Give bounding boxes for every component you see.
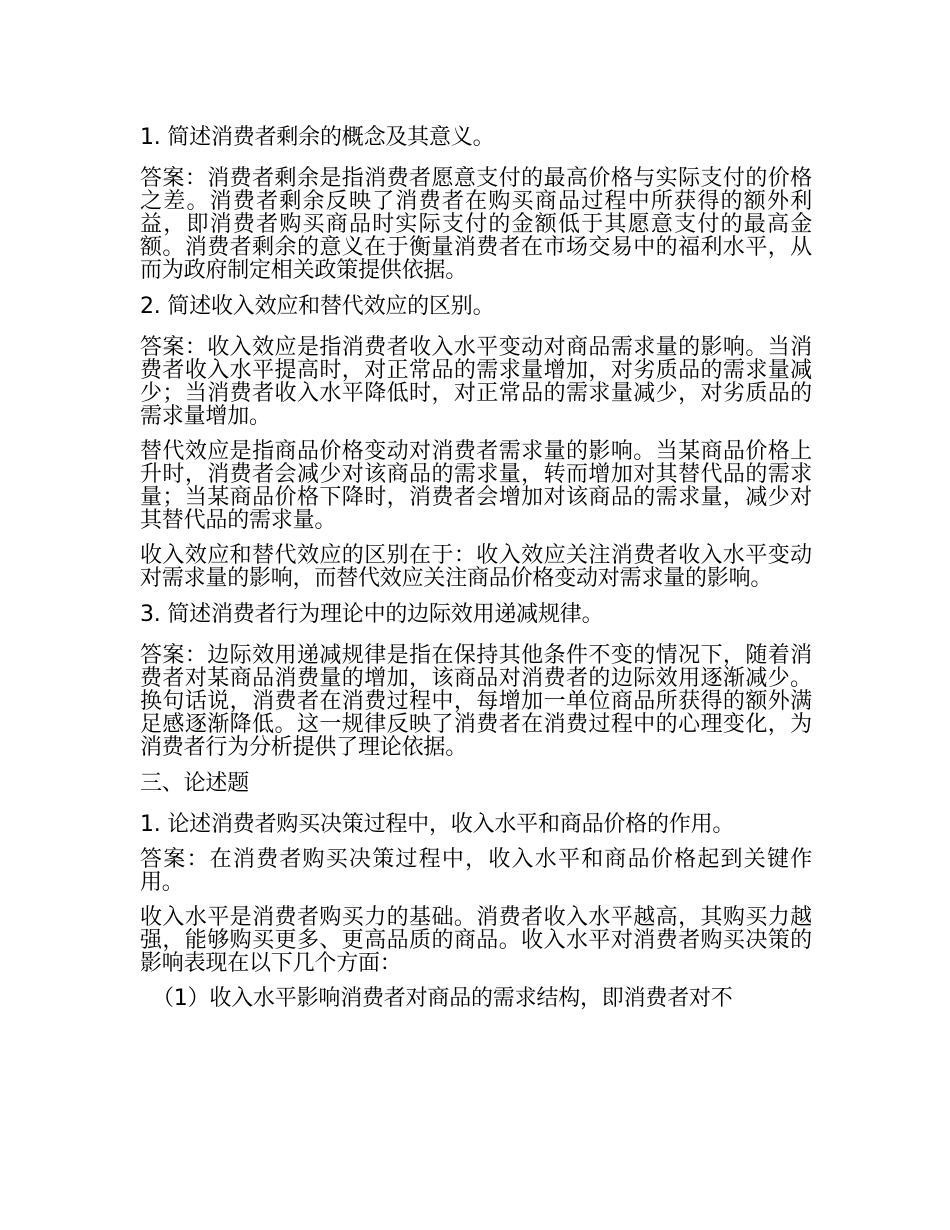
question-3: 3. 简述消费者行为理论中的边际效用递减规律。 xyxy=(140,602,604,627)
essay-answer-paragraph-2: 收入水平是消费者购买力的基础。消费者收入水平越高，其购买力越强，能够购买更多、更高品质的商品。收入水平对消费者购买决策的影响表现在以下几个方面： xyxy=(140,905,812,976)
answer-2-paragraph-3: 收入效应和替代效应的区别在于：收入效应关注消费者收入水平变动对需求量的影响，而替代效应关注商品价格变动对需求量的影响。 xyxy=(140,543,812,591)
essay-question-1: 1. 论述消费者购买决策过程中，收入水平和商品价格的作用。 xyxy=(140,812,735,837)
answer-2-paragraph-2: 替代效应是指商品价格变动对消费者需求量的影响。当某商品价格上升时，消费者会减少对该商品的需求量，转而增加对其替代品的需求量；当某商品价格下降时，消费者会增加对该商品的需求量，减少对其替代品的需求量。 xyxy=(140,439,812,533)
essay-answer-item-1: （1）收入水平影响消费者对商品的需求结构，即消费者对不 xyxy=(152,986,733,1011)
question-1: 1. 简述消费者剩余的概念及其意义。 xyxy=(140,125,495,150)
answer-1: 答案：消费者剩余是指消费者愿意支付的最高价格与实际支付的价格之差。消费者剩余反映了消费者在购买商品过程中所获得的额外利益，即消费者购买商品时实际支付的金额低于其愿意支付的最高金额。消费者剩余的意义在于衡量消费者在市场交易中的福利水平，从而为政府制定相关政策提供依据。 xyxy=(140,166,812,283)
answer-3: 答案：边际效用递减规律是指在保持其他条件不变的情况下，随着消费者对某商品消费量的增加，该商品对消费者的边际效用逐渐减少。换句话说，消费者在消费过程中，每增加一单位商品所获得的额外满足感逐渐降低。这一规律反映了消费者在消费过程中的心理变化，为消费者行为分析提供了理论依据。 xyxy=(140,643,812,760)
question-2: 2. 简述收入效应和替代效应的区别。 xyxy=(140,294,495,319)
section-heading: 三、论述题 xyxy=(140,771,250,796)
document-page xyxy=(140,125,812,1022)
answer-2-paragraph-1: 答案：收入效应是指消费者收入水平变动对商品需求量的影响。当消费者收入水平提高时，对正常品的需求量增加，对劣质品的需求量减少；当消费者收入水平降低时，对正常品的需求量减少，对劣质品的需求量增加。 xyxy=(140,335,812,429)
essay-answer-paragraph-1: 答案：在消费者购买决策过程中，收入水平和商品价格起到关键作用。 xyxy=(140,847,812,895)
